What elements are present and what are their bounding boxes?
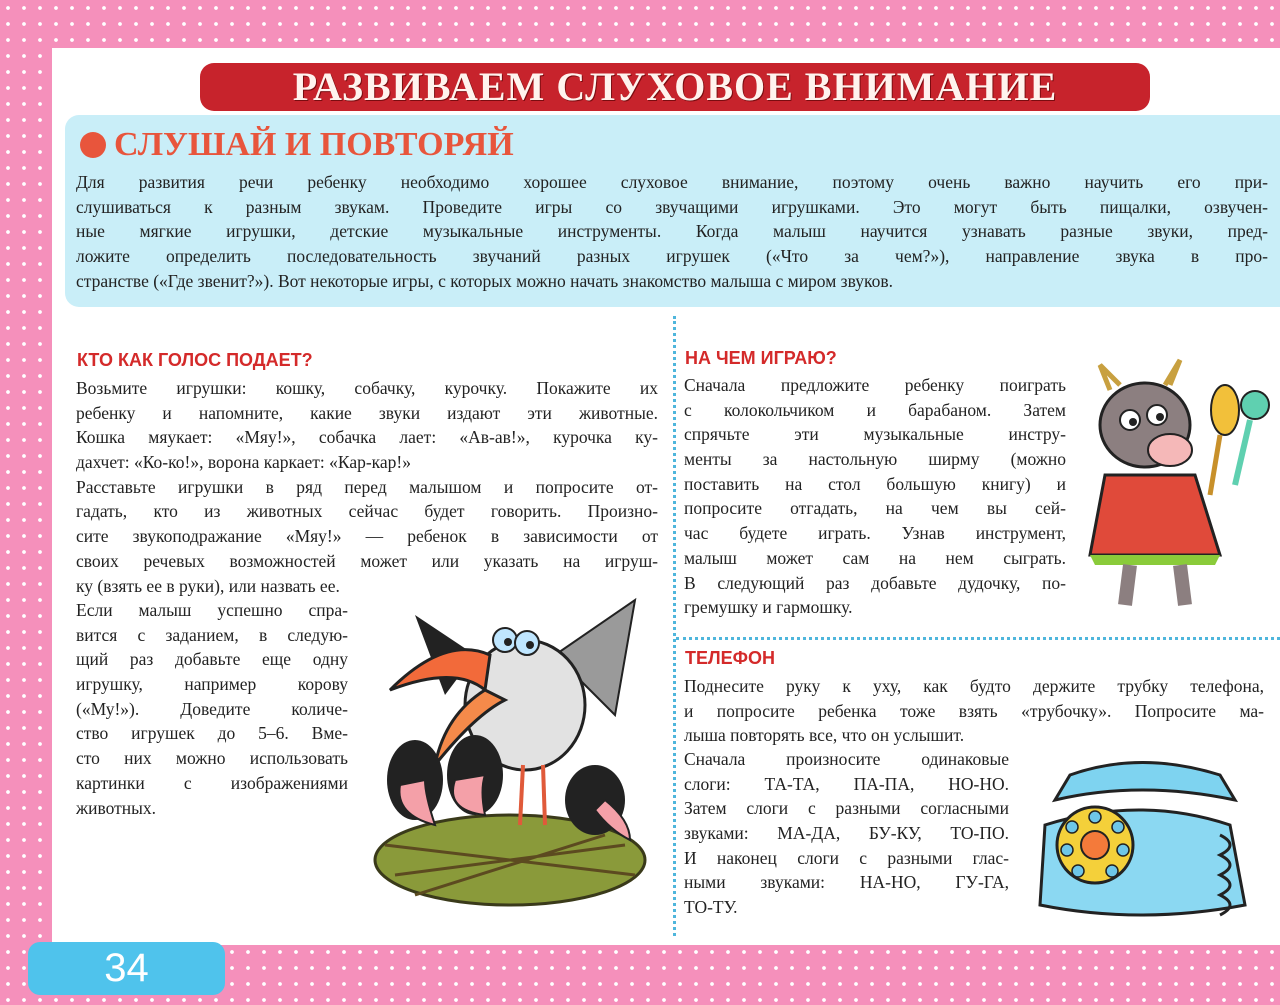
- text-line: Поднесите руку к уху, как будто держите трубку телефона,: [684, 676, 1264, 696]
- page-number: 34: [28, 942, 225, 995]
- intro-heading: [80, 126, 514, 164]
- text-line: вится с заданием, в следую-: [76, 624, 348, 645]
- text-line: малыш может сам на нем сыграть.: [684, 547, 1066, 568]
- text-line: Кошка мяукает: «Мяу!», собачка лает: «Ав-ав!», курочка ку-: [76, 427, 658, 448]
- text-line: ребенку и напомните, какие звуки издают эти животные.: [76, 402, 658, 423]
- page-title: РАЗВИВАЕМ СЛУХОВОЕ ВНИМАНИЕ: [200, 63, 1150, 111]
- text-line: поставить на стол большую книгу) и: [684, 473, 1066, 494]
- text-line: гремушку и гармошку.: [684, 597, 853, 618]
- text-line: Расставьте игрушки в ряд перед малышом и попросите от-: [76, 476, 658, 497]
- goat-illustration: [1085, 355, 1275, 630]
- text-line: ТО-ТУ.: [684, 897, 738, 918]
- text-line: Сначала произносите одинаковые: [684, 749, 1009, 769]
- text-line: щий раз добавьте еще одну: [76, 649, 348, 670]
- text-line: ство игрушек до 5–6. Вме-: [76, 723, 348, 744]
- section-heading-who-speaks: КТО КАК ГОЛОС ПОДАЕТ?: [77, 350, 313, 370]
- text-line: («Му!»). Доведите количе-: [76, 698, 348, 719]
- text-line: Возьмите игрушки: кошку, собачку, курочку. Покажите их: [76, 378, 658, 398]
- text-line: И наконец слоги с разными глас-: [684, 847, 1009, 868]
- text-line: ложите определить последовательность звучаний разных игрушек («Что за чем?»), направление звука в про-: [76, 246, 1268, 267]
- bullet-icon: [80, 132, 106, 158]
- text-line: спрячьте эти музыкальные инстру-: [684, 424, 1066, 445]
- text-line: Сначала предложите ребенку поиграть: [684, 375, 1066, 395]
- text-line: и попросите ребенка тоже взять «трубочку». Попросите ма-: [684, 700, 1264, 721]
- text-line: игрушку, например корову: [76, 674, 348, 695]
- section-who-speaks-text-narrow: [76, 598, 348, 820]
- text-line: В следующий раз добавьте дудочку, по-: [684, 572, 1066, 593]
- text-line: ными звуками: НА-НО, ГУ-ГА,: [684, 872, 1009, 893]
- telephone-illustration: [1030, 755, 1270, 930]
- column-divider: [673, 316, 676, 936]
- text-line: Для развития речи ребенку необходимо хорошее слуховое внимание, поэтому очень важно научить его при-: [76, 172, 1268, 192]
- text-line: попросите отгадать, на чем вы сей-: [684, 498, 1066, 519]
- text-line: дахчет: «Ко-ко!», ворона каркает: «Кар-кар!»: [76, 452, 412, 473]
- text-line: Если малыш успешно спра-: [76, 600, 348, 620]
- text-line: картинки с изображениями: [76, 772, 348, 793]
- text-line: слоги: ТА-ТА, ПА-ПА, НО-НО.: [684, 773, 1009, 794]
- text-line: сите звукоподражание «Мяу!» — ребенок в зависимости от: [76, 526, 658, 547]
- section-phone-text-narrow: [684, 747, 1009, 920]
- section-what-plays-text: [684, 373, 1066, 620]
- crow-illustration: [355, 595, 655, 915]
- section-divider: [676, 637, 1280, 640]
- text-line: Затем слоги с разными согласными: [684, 798, 1009, 819]
- text-line: лыша повторять все, что он услышит.: [684, 725, 965, 746]
- section-heading-phone: ТЕЛЕФОН: [685, 648, 775, 668]
- text-line: гадать, кто из животных сейчас будет говорить. Произно-: [76, 501, 658, 522]
- intro-text: [76, 170, 1268, 293]
- text-line: животных.: [76, 797, 157, 818]
- text-line: сто них можно использовать: [76, 748, 348, 769]
- text-line: менты за настольную ширму (можно: [684, 449, 1066, 470]
- text-line: с колокольчиком и барабаном. Затем: [684, 399, 1066, 420]
- section-phone-text: [684, 674, 1264, 748]
- section-who-speaks-text: [76, 376, 658, 598]
- text-line: ку (взять ее в руки), или назвать ее.: [76, 575, 340, 596]
- text-line: звуками: МА-ДА, БУ-КУ, ТО-ПО.: [684, 823, 1009, 844]
- text-line: слушиваться к разным звукам. Проведите игры со звучащими игрушками. Это могут быть пищалки, озвучен-: [76, 196, 1268, 217]
- text-line: странстве («Где звенит?»). Вот некоторые игры, с которых можно начать знакомство малыша с миром звуков.: [76, 270, 894, 291]
- section-heading-what-plays: НА ЧЕМ ИГРАЮ?: [685, 348, 837, 368]
- text-line: ные мягкие игрушки, детские музыкальные инструменты. Когда малыш научится узнавать разные звуки, пред-: [76, 221, 1268, 242]
- text-line: своих речевых возможностей может или указать на игруш-: [76, 550, 658, 571]
- text-line: час будете играть. Узнав инструмент,: [684, 523, 1066, 544]
- intro-heading-text: СЛУШАЙ И ПОВТОРЯЙ: [114, 126, 514, 163]
